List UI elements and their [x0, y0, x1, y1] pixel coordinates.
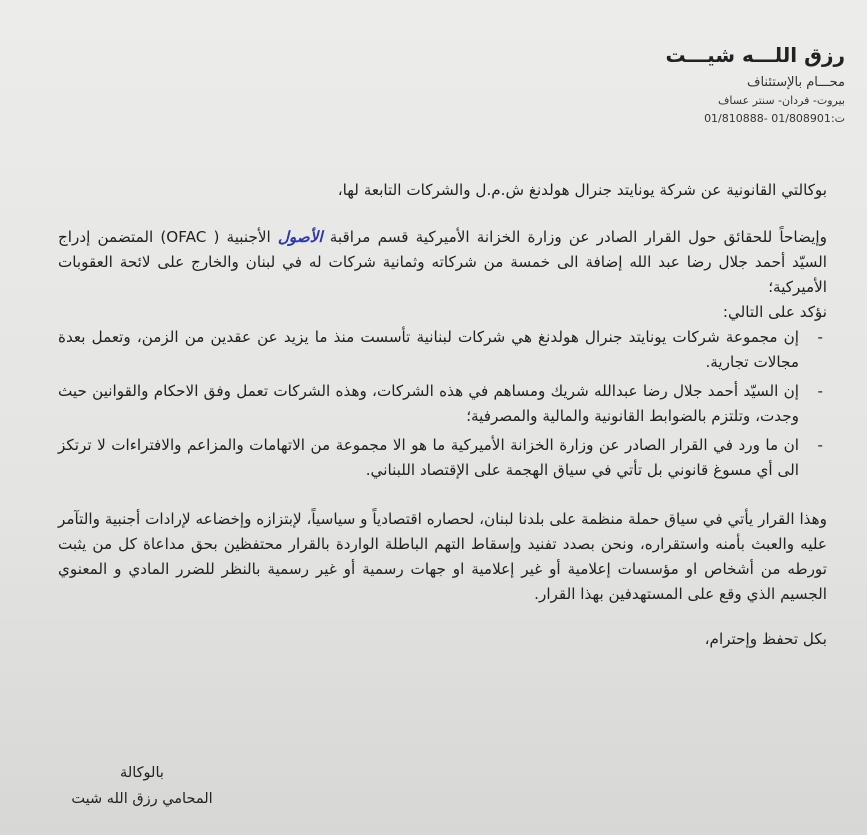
- lawyer-title: محـــام بالإستئناف: [746, 75, 845, 90]
- statement-paragraph: وهذا القرار يأتي في سياق حملة منظمة على بلدنا لبنان، لحصاره اقتصادياً و سياسياً، لإبتزازه وإخضاعه لإرادات أجنبية والتآمر عليه والعبث بأمنه واستقراره، ونحن بصدد تفنيد وإسقاط التهم الباطلة الواردة بالقرار محتفظين بحق مداعاة كل من يثبت تورطه من أشخاص او مؤسسات إعلامية أو غير إعلامية او جهات رسمية أو غير رسمية بالنظر للضرر المادي و المعنوي الجسيم الذي وقع على المستهدفين بهذا القرار.: [58, 510, 827, 603]
- office-phone: ت:01/808901 -01/810888: [704, 112, 845, 125]
- list-item-text: ان ما ورد في القرار الصادر عن وزارة الخزانة الأميركية ما هو الا مجموعة من الاتهامات والمزاعم والافتراءات لا ترتكز الى أي مسوغ قانوني بل تأتي في سياق الهجمة على الإقتصاد اللبناني.: [58, 436, 799, 479]
- clarification-text-start: وإيضاحاً للحقائق حول القرار الصادر عن وزارة الخزانة الأميركية قسم مراقبة: [329, 228, 827, 246]
- letterhead: [525, 42, 845, 128]
- bullet-marker: -: [817, 328, 823, 346]
- points-list: [58, 325, 827, 483]
- bullet-marker: -: [817, 382, 823, 400]
- list-item: [58, 379, 823, 429]
- handwritten-correction: الأصول: [277, 228, 323, 246]
- list-item-text: إن مجموعة شركات يونايتد جنرال هولدنغ هي شركات لبنانية تأسست منذ ما يزيد عن عقدين من الزمن، وتعمل بعدة مجالات تجارية.: [58, 328, 799, 371]
- clarification-text-end: الأجنبية ( OFAC) المتضمن إدراج السيّد أحمد جلال رضا عبد الله إضافة الى خمسة من شركاته وثمانية شركات له في لبنان والخارج على لائحة العقوبات الأميركية؛: [58, 228, 827, 296]
- closing-line: بكل تحفظ وإحترام،: [704, 630, 827, 648]
- list-item-text: إن السيّد أحمد جلال رضا عبدالله شريك ومساهم في هذه الشركات، وهذه الشركات تعمل وفق الاحكام والقوانين حيث وجدت، وتلتزم بالضوابط القانونية والمالية والمصرفية؛: [58, 382, 799, 425]
- confirm-heading: نؤكد على التالي:: [722, 303, 827, 321]
- office-address: بيروت- فردان- سنتر عساف: [718, 94, 845, 107]
- signature-block: [62, 760, 222, 812]
- list-item: [58, 433, 823, 483]
- letter-body: [58, 178, 827, 652]
- intro-paragraph: بوكالتي القانونية عن شركة يونايتد جنرال هولدنغ ش.م.ل والشركات التابعة لها،: [337, 181, 827, 199]
- lawyer-name: رزق اللـــه شيـــت: [665, 43, 845, 67]
- signature-name: المحامي رزق الله شيت: [71, 791, 213, 807]
- signature-capacity: بالوكالة: [120, 765, 164, 781]
- bullet-marker: -: [817, 436, 823, 454]
- clarification-paragraph: [58, 225, 827, 300]
- list-item: [58, 325, 823, 375]
